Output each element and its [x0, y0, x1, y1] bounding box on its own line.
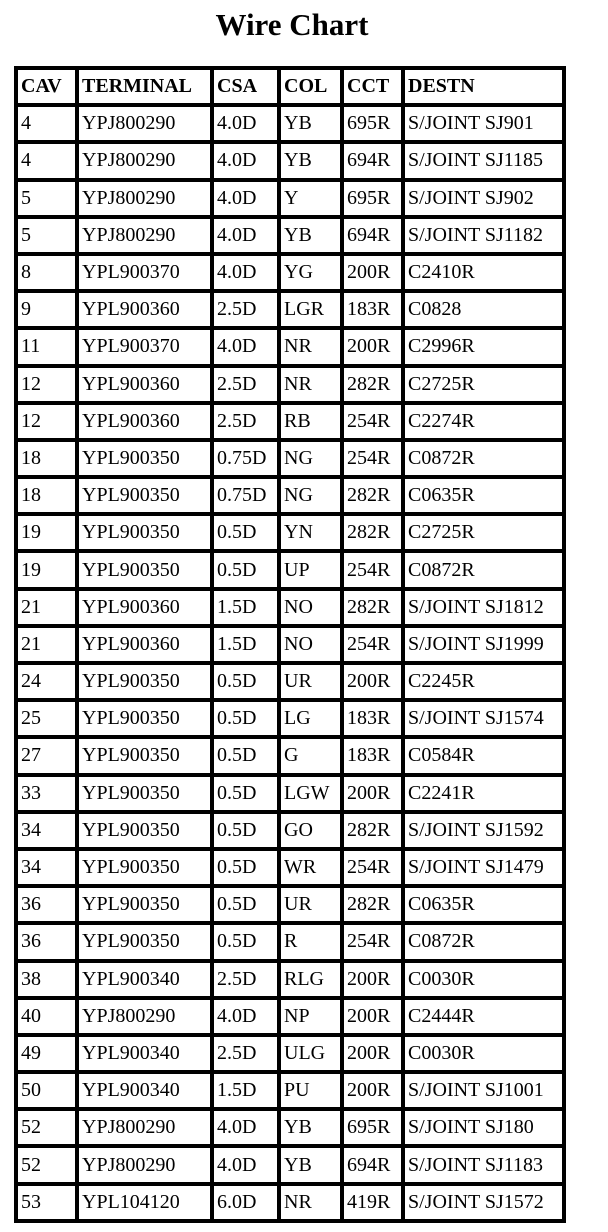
cell-cav: 5: [18, 182, 75, 215]
cell-destn: C2274R: [405, 405, 562, 438]
cell-csa: 1.5D: [214, 591, 277, 624]
cell-csa: 0.5D: [214, 851, 277, 884]
table-row: [18, 814, 562, 847]
cell-destn: S/JOINT SJ1001: [405, 1074, 562, 1107]
cell-destn: S/JOINT SJ1574: [405, 702, 562, 735]
table-row: [18, 368, 562, 401]
cell-terminal: YPL900360: [79, 591, 210, 624]
cell-csa: 0.75D: [214, 479, 277, 512]
cell-destn: S/JOINT SJ1185: [405, 144, 562, 177]
cell-cav: 33: [18, 777, 75, 810]
cell-destn: C0872R: [405, 553, 562, 586]
cell-col: RB: [281, 405, 340, 438]
cell-cav: 36: [18, 888, 75, 921]
cell-cct: 200R: [344, 1074, 401, 1107]
table-row: [18, 1037, 562, 1070]
table-row: [18, 479, 562, 512]
cell-csa: 4.0D: [214, 330, 277, 363]
cell-csa: 0.5D: [214, 553, 277, 586]
cell-col: UR: [281, 665, 340, 698]
cell-cct: 200R: [344, 777, 401, 810]
cell-csa: 0.75D: [214, 442, 277, 475]
cell-csa: 4.0D: [214, 219, 277, 252]
cell-terminal: YPL900370: [79, 330, 210, 363]
column-header-cct: CCT: [344, 70, 401, 103]
cell-destn: C0828: [405, 293, 562, 326]
cell-csa: 2.5D: [214, 293, 277, 326]
cell-terminal: YPL900360: [79, 405, 210, 438]
cell-col: NO: [281, 628, 340, 661]
cell-cav: 4: [18, 107, 75, 140]
cell-col: YN: [281, 516, 340, 549]
cell-col: PU: [281, 1074, 340, 1107]
cell-terminal: YPL104120: [79, 1186, 210, 1219]
cell-cav: 52: [18, 1148, 75, 1181]
table-row: [18, 107, 562, 140]
cell-destn: C0635R: [405, 479, 562, 512]
table-row: [18, 739, 562, 772]
cell-terminal: YPL900350: [79, 702, 210, 735]
cell-col: WR: [281, 851, 340, 884]
cell-col: YG: [281, 256, 340, 289]
table-row: [18, 330, 562, 363]
cell-terminal: YPL900350: [79, 442, 210, 475]
cell-cav: 34: [18, 814, 75, 847]
cell-csa: 4.0D: [214, 256, 277, 289]
cell-cav: 19: [18, 516, 75, 549]
cell-cav: 18: [18, 479, 75, 512]
table-row: [18, 628, 562, 661]
cell-col: NG: [281, 479, 340, 512]
cell-col: YB: [281, 107, 340, 140]
table-header: [18, 70, 562, 103]
cell-cct: 200R: [344, 256, 401, 289]
cell-csa: 0.5D: [214, 516, 277, 549]
cell-cav: 8: [18, 256, 75, 289]
cell-cct: 183R: [344, 739, 401, 772]
header-row: [18, 70, 562, 103]
cell-csa: 6.0D: [214, 1186, 277, 1219]
cell-destn: S/JOINT SJ901: [405, 107, 562, 140]
cell-col: ULG: [281, 1037, 340, 1070]
cell-csa: 2.5D: [214, 963, 277, 996]
table-row: [18, 1000, 562, 1033]
cell-terminal: YPJ800290: [79, 1148, 210, 1181]
cell-csa: 4.0D: [214, 1148, 277, 1181]
table-row: [18, 553, 562, 586]
cell-terminal: YPL900350: [79, 479, 210, 512]
cell-col: NR: [281, 330, 340, 363]
cell-cav: 19: [18, 553, 75, 586]
cell-csa: 4.0D: [214, 107, 277, 140]
cell-csa: 0.5D: [214, 739, 277, 772]
cell-cct: 254R: [344, 553, 401, 586]
cell-cav: 12: [18, 368, 75, 401]
cell-destn: S/JOINT SJ1592: [405, 814, 562, 847]
cell-csa: 0.5D: [214, 925, 277, 958]
cell-cav: 40: [18, 1000, 75, 1033]
cell-csa: 0.5D: [214, 814, 277, 847]
cell-col: GO: [281, 814, 340, 847]
cell-cct: 200R: [344, 963, 401, 996]
cell-csa: 2.5D: [214, 1037, 277, 1070]
cell-cct: 282R: [344, 888, 401, 921]
cell-cav: 34: [18, 851, 75, 884]
cell-csa: 1.5D: [214, 628, 277, 661]
cell-cct: 200R: [344, 1000, 401, 1033]
cell-cct: 183R: [344, 702, 401, 735]
column-header-csa: CSA: [214, 70, 277, 103]
cell-cav: 24: [18, 665, 75, 698]
cell-terminal: YPL900350: [79, 888, 210, 921]
cell-terminal: YPL900350: [79, 814, 210, 847]
cell-cct: 200R: [344, 1037, 401, 1070]
cell-csa: 4.0D: [214, 1000, 277, 1033]
cell-cct: 695R: [344, 107, 401, 140]
cell-cct: 694R: [344, 1148, 401, 1181]
table-row: [18, 144, 562, 177]
cell-cct: 254R: [344, 405, 401, 438]
cell-terminal: YPJ800290: [79, 182, 210, 215]
cell-col: UP: [281, 553, 340, 586]
cell-col: LG: [281, 702, 340, 735]
cell-destn: S/JOINT SJ1572: [405, 1186, 562, 1219]
cell-cct: 282R: [344, 479, 401, 512]
cell-destn: S/JOINT SJ902: [405, 182, 562, 215]
cell-destn: C0872R: [405, 442, 562, 475]
cell-terminal: YPL900360: [79, 293, 210, 326]
table-row: [18, 516, 562, 549]
cell-cav: 5: [18, 219, 75, 252]
cell-col: LGR: [281, 293, 340, 326]
table-body: [18, 107, 562, 1219]
cell-destn: S/JOINT SJ180: [405, 1111, 562, 1144]
cell-terminal: YPL900340: [79, 1074, 210, 1107]
column-header-col: COL: [281, 70, 340, 103]
cell-col: NR: [281, 1186, 340, 1219]
cell-cav: 53: [18, 1186, 75, 1219]
cell-destn: C2245R: [405, 665, 562, 698]
column-header-cav: CAV: [18, 70, 75, 103]
cell-destn: C0030R: [405, 963, 562, 996]
column-header-terminal: TERMINAL: [79, 70, 210, 103]
cell-cav: 49: [18, 1037, 75, 1070]
cell-terminal: YPL900370: [79, 256, 210, 289]
table-row: [18, 963, 562, 996]
cell-cav: 18: [18, 442, 75, 475]
cell-cav: 4: [18, 144, 75, 177]
cell-col: G: [281, 739, 340, 772]
cell-csa: 0.5D: [214, 702, 277, 735]
cell-terminal: YPL900350: [79, 925, 210, 958]
wire-chart-table: [14, 66, 566, 1223]
cell-cav: 52: [18, 1111, 75, 1144]
cell-cct: 200R: [344, 330, 401, 363]
cell-terminal: YPL900350: [79, 665, 210, 698]
cell-terminal: YPJ800290: [79, 219, 210, 252]
cell-terminal: YPJ800290: [79, 1000, 210, 1033]
cell-cct: 254R: [344, 851, 401, 884]
cell-destn: S/JOINT SJ1182: [405, 219, 562, 252]
cell-cct: 254R: [344, 628, 401, 661]
cell-destn: S/JOINT SJ1999: [405, 628, 562, 661]
table-row: [18, 293, 562, 326]
page-title: Wire Chart: [215, 7, 369, 42]
cell-cav: 11: [18, 330, 75, 363]
table-row: [18, 219, 562, 252]
cell-terminal: YPJ800290: [79, 1111, 210, 1144]
cell-col: NG: [281, 442, 340, 475]
cell-terminal: YPL900340: [79, 963, 210, 996]
cell-cav: 36: [18, 925, 75, 958]
cell-cct: 282R: [344, 516, 401, 549]
cell-destn: C0584R: [405, 739, 562, 772]
cell-col: UR: [281, 888, 340, 921]
cell-col: Y: [281, 182, 340, 215]
cell-destn: S/JOINT SJ1183: [405, 1148, 562, 1181]
cell-terminal: YPL900350: [79, 553, 210, 586]
cell-terminal: YPL900360: [79, 628, 210, 661]
cell-col: RLG: [281, 963, 340, 996]
cell-cav: 21: [18, 628, 75, 661]
cell-cav: 50: [18, 1074, 75, 1107]
cell-cct: 282R: [344, 591, 401, 624]
cell-csa: 0.5D: [214, 665, 277, 698]
table-row: [18, 665, 562, 698]
cell-destn: C2241R: [405, 777, 562, 810]
cell-csa: 0.5D: [214, 777, 277, 810]
cell-cct: 282R: [344, 368, 401, 401]
cell-destn: C0635R: [405, 888, 562, 921]
cell-destn: C2725R: [405, 516, 562, 549]
cell-destn: C2444R: [405, 1000, 562, 1033]
cell-col: NP: [281, 1000, 340, 1033]
cell-destn: S/JOINT SJ1479: [405, 851, 562, 884]
cell-cav: 21: [18, 591, 75, 624]
cell-csa: 2.5D: [214, 368, 277, 401]
cell-csa: 4.0D: [214, 182, 277, 215]
cell-csa: 0.5D: [214, 888, 277, 921]
table-row: [18, 925, 562, 958]
cell-terminal: YPL900350: [79, 739, 210, 772]
cell-cct: 694R: [344, 144, 401, 177]
cell-col: YB: [281, 1111, 340, 1144]
cell-csa: 1.5D: [214, 1074, 277, 1107]
cell-col: R: [281, 925, 340, 958]
cell-terminal: YPJ800290: [79, 144, 210, 177]
cell-csa: 4.0D: [214, 1111, 277, 1144]
cell-cav: 12: [18, 405, 75, 438]
table-row: [18, 1111, 562, 1144]
cell-cct: 695R: [344, 182, 401, 215]
table-row: [18, 851, 562, 884]
column-header-destn: DESTN: [405, 70, 562, 103]
table-row: [18, 442, 562, 475]
cell-col: YB: [281, 1148, 340, 1181]
cell-cct: 419R: [344, 1186, 401, 1219]
cell-terminal: YPJ800290: [79, 107, 210, 140]
table-row: [18, 405, 562, 438]
cell-cct: 254R: [344, 442, 401, 475]
cell-cct: 695R: [344, 1111, 401, 1144]
table-row: [18, 1148, 562, 1181]
cell-col: NO: [281, 591, 340, 624]
cell-cav: 38: [18, 963, 75, 996]
cell-destn: C2725R: [405, 368, 562, 401]
table-row: [18, 256, 562, 289]
cell-csa: 2.5D: [214, 405, 277, 438]
cell-destn: C0872R: [405, 925, 562, 958]
table-row: [18, 591, 562, 624]
cell-cct: 694R: [344, 219, 401, 252]
cell-terminal: YPL900350: [79, 516, 210, 549]
table-row: [18, 182, 562, 215]
cell-destn: C0030R: [405, 1037, 562, 1070]
cell-cct: 200R: [344, 665, 401, 698]
cell-destn: C2410R: [405, 256, 562, 289]
cell-terminal: YPL900360: [79, 368, 210, 401]
cell-col: YB: [281, 144, 340, 177]
cell-terminal: YPL900350: [79, 851, 210, 884]
table-row: [18, 888, 562, 921]
cell-csa: 4.0D: [214, 144, 277, 177]
table-row: [18, 1186, 562, 1219]
cell-col: NR: [281, 368, 340, 401]
cell-col: YB: [281, 219, 340, 252]
cell-cav: 9: [18, 293, 75, 326]
cell-cav: 25: [18, 702, 75, 735]
cell-cct: 183R: [344, 293, 401, 326]
cell-destn: S/JOINT SJ1812: [405, 591, 562, 624]
cell-terminal: YPL900340: [79, 1037, 210, 1070]
table-row: [18, 777, 562, 810]
cell-destn: C2996R: [405, 330, 562, 363]
table-row: [18, 702, 562, 735]
table-row: [18, 1074, 562, 1107]
cell-terminal: YPL900350: [79, 777, 210, 810]
cell-cct: 282R: [344, 814, 401, 847]
cell-cav: 27: [18, 739, 75, 772]
cell-cct: 254R: [344, 925, 401, 958]
cell-col: LGW: [281, 777, 340, 810]
